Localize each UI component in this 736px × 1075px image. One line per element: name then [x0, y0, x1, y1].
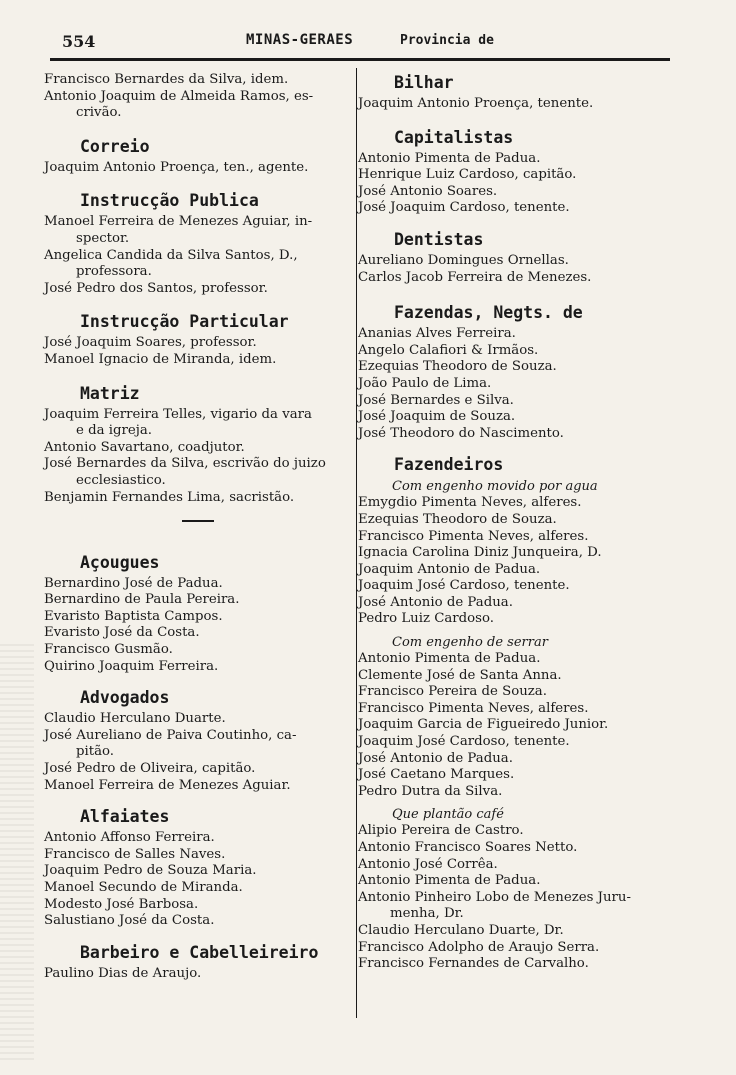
- entry: Claudio Herculano Duarte.: [44, 711, 226, 727]
- entry: Joaquim Ferreira Telles, vigario da vara: [44, 406, 312, 422]
- entry: Pedro Dutra da Silva.: [358, 783, 503, 799]
- page-edge-wear: [0, 640, 34, 1060]
- section-matriz: [44, 383, 356, 507]
- left-column: [44, 72, 356, 982]
- entry: Carlos Jacob Ferreira de Menezes.: [358, 269, 592, 285]
- entry: Antonio Pinheiro Lobo de Menezes Juru-: [358, 889, 631, 905]
- entry: José Joaquim Cardoso, tenente.: [358, 200, 570, 216]
- entry: Benjamin Fernandes Lima, sacristão.: [44, 489, 295, 505]
- entry: Joaquim Antonio Proença, ten., agente.: [44, 159, 309, 175]
- entry: João Paulo de Lima.: [358, 375, 492, 391]
- entry: Manoel Ignacio de Miranda, idem.: [44, 351, 277, 367]
- entry-continuation: menha, Dr.: [390, 906, 464, 922]
- entry: José Caetano Marques.: [358, 767, 515, 783]
- running-title: MINAS-GERAES: [246, 32, 354, 48]
- entry: Angelica Candida da Silva Santos, D.,: [44, 247, 298, 263]
- entry: Modesto José Barbosa.: [44, 896, 199, 912]
- section-bilhar: [358, 72, 658, 113]
- entry: Antonio Joaquim de Almeida Ramos, es-: [44, 88, 314, 104]
- entry: Antonio Affonso Ferreira.: [44, 830, 215, 846]
- entry-continuation: crivão.: [76, 105, 122, 121]
- entry: Antonio Pimenta de Padua.: [358, 873, 541, 889]
- entry: Joaquim Antonio de Padua.: [358, 561, 541, 577]
- entry: Paulino Dias de Araujo.: [44, 965, 202, 981]
- entry: Ignacia Carolina Diniz Junqueira, D.: [358, 545, 602, 561]
- entry-continuation: spector.: [76, 230, 130, 246]
- section-heading: Capitalistas: [394, 127, 514, 147]
- entry: Antonio Pimenta de Padua.: [358, 150, 541, 166]
- entry: José Antonio de Padua.: [358, 594, 513, 610]
- entry: Francisco Pimenta Neves, alferes.: [358, 700, 589, 716]
- section-heading: Bilhar: [394, 73, 454, 92]
- subsection-heading: Com engenho de serrar: [392, 635, 548, 651]
- section-separator-rule: [182, 520, 214, 522]
- section-heading: Correio: [80, 136, 150, 156]
- entry: Evaristo José da Costa.: [44, 625, 200, 641]
- entry: Manoel Secundo de Miranda.: [44, 879, 243, 895]
- entry: José Pedro dos Santos, professor.: [44, 280, 268, 296]
- entry: Bernardino José de Padua.: [44, 575, 223, 591]
- page-number: 554: [62, 32, 96, 51]
- entry: Joaquim Pedro de Souza Maria.: [44, 863, 257, 879]
- subsection-heading: Que plantão café: [392, 807, 504, 823]
- entry: Antonio Francisco Soares Netto.: [358, 840, 578, 855]
- entry: Aureliano Domingues Ornellas.: [358, 252, 569, 268]
- entry: Pedro Luiz Cardoso.: [358, 611, 494, 627]
- section-heading: Fazendas, Negts. de: [394, 303, 583, 323]
- section-advogados: [44, 687, 356, 794]
- entry: Ezequias Theodoro de Souza.: [358, 511, 557, 527]
- entry: Francisco Adolpho de Araujo Serra.: [358, 939, 600, 955]
- entry: Bernardino de Paula Pereira.: [44, 592, 240, 608]
- entry: José Aureliano de Paiva Coutinho, ca-: [44, 727, 297, 743]
- entry: José Theodoro do Nascimento.: [358, 425, 564, 441]
- running-title-continuation: Provincia de: [400, 33, 494, 48]
- entry-continuation: professora.: [76, 264, 152, 280]
- header-rule: [50, 58, 670, 61]
- section-fazendas: [358, 302, 658, 442]
- entry: Francisco Bernardes da Silva, idem.: [44, 72, 289, 87]
- entry: Quirino Joaquim Ferreira.: [44, 658, 219, 674]
- section-barbeiro: [44, 942, 356, 983]
- section-acougues: [44, 552, 356, 676]
- section-alfaiates: [44, 806, 356, 930]
- page-header: [48, 30, 680, 52]
- entry: Claudio Herculano Duarte, Dr.: [358, 922, 564, 938]
- entry: José Joaquim Soares, professor.: [44, 335, 257, 351]
- section-heading: Fazendeiros: [394, 455, 504, 475]
- entry: Angelo Calafiori & Irmãos.: [358, 342, 539, 358]
- section-fazendeiros: [358, 454, 658, 972]
- section-correio: [44, 136, 356, 177]
- entry: Manoel Ferreira de Menezes Aguiar, in-: [44, 214, 313, 230]
- section-capitalistas: [358, 127, 658, 217]
- entry: Clemente José de Santa Anna.: [358, 667, 562, 683]
- entry: Antonio Pimenta de Padua.: [358, 651, 541, 667]
- section-instruccao-particular: [44, 311, 356, 368]
- entry: Henrique Luiz Cardoso, capitão.: [358, 167, 577, 183]
- section-instruccao-publica: [44, 190, 356, 297]
- section-heading: Dentistas: [394, 229, 484, 249]
- entry: Francisco Pimenta Neves, alferes.: [358, 528, 589, 544]
- entry-continuation: pitão.: [76, 744, 115, 760]
- section-heading: Barbeiro e Cabelleireiro: [80, 942, 319, 962]
- entry: Joaquim José Cardoso, tenente.: [358, 578, 570, 594]
- right-column: [358, 72, 658, 973]
- entry: Francisco Fernandes de Carvalho.: [358, 956, 589, 972]
- section-heading: Advogados: [80, 688, 170, 708]
- entry: Antonio Savartano, coadjutor.: [44, 439, 245, 455]
- entry-continuation: ecclesiastico.: [76, 472, 166, 488]
- section-heading: Matriz: [80, 383, 140, 403]
- entry: Francisco Gusmão.: [44, 641, 173, 657]
- entry: José Pedro de Oliveira, capitão.: [44, 760, 256, 776]
- entry: Antonio José Corrêa.: [358, 856, 498, 872]
- entry: José Joaquim de Souza.: [358, 409, 516, 425]
- entry: José Bernardes da Silva, escrivão do juizo: [44, 456, 326, 472]
- entry: Joaquim Garcia de Figueiredo Junior.: [358, 717, 609, 733]
- entry: Salustiano José da Costa.: [44, 913, 215, 929]
- entry: Ananias Alves Ferreira.: [358, 326, 516, 342]
- entry: Alipio Pereira de Castro.: [358, 823, 524, 839]
- entry: Evaristo Baptista Campos.: [44, 608, 223, 624]
- entry: José Antonio de Padua.: [358, 750, 513, 766]
- intro-section: [44, 72, 356, 122]
- entry: Joaquim José Cardoso, tenente.: [358, 734, 570, 750]
- entry: Joaquim Antonio Proença, tenente.: [358, 96, 594, 111]
- entry: Francisco de Salles Naves.: [44, 846, 226, 862]
- section-dentistas: [358, 229, 658, 286]
- section-heading: Alfaiates: [80, 807, 170, 827]
- entry: José Bernardes e Silva.: [358, 392, 514, 408]
- section-heading: Instrucção Publica: [80, 191, 259, 211]
- entry-continuation: e da igreja.: [76, 423, 153, 439]
- entry: Manoel Ferreira de Menezes Aguiar.: [44, 777, 291, 793]
- section-heading: Instrucção Particular: [80, 312, 289, 332]
- entry: Francisco Pereira de Souza.: [358, 684, 547, 700]
- entry: Ezequias Theodoro de Souza.: [358, 359, 557, 375]
- column-divider: [356, 68, 357, 1018]
- section-heading: Açougues: [80, 552, 160, 572]
- subsection-heading: Com engenho movido por agua: [392, 479, 598, 495]
- entry: Emygdio Pimenta Neves, alferes.: [358, 495, 582, 511]
- entry: José Antonio Soares.: [358, 183, 498, 199]
